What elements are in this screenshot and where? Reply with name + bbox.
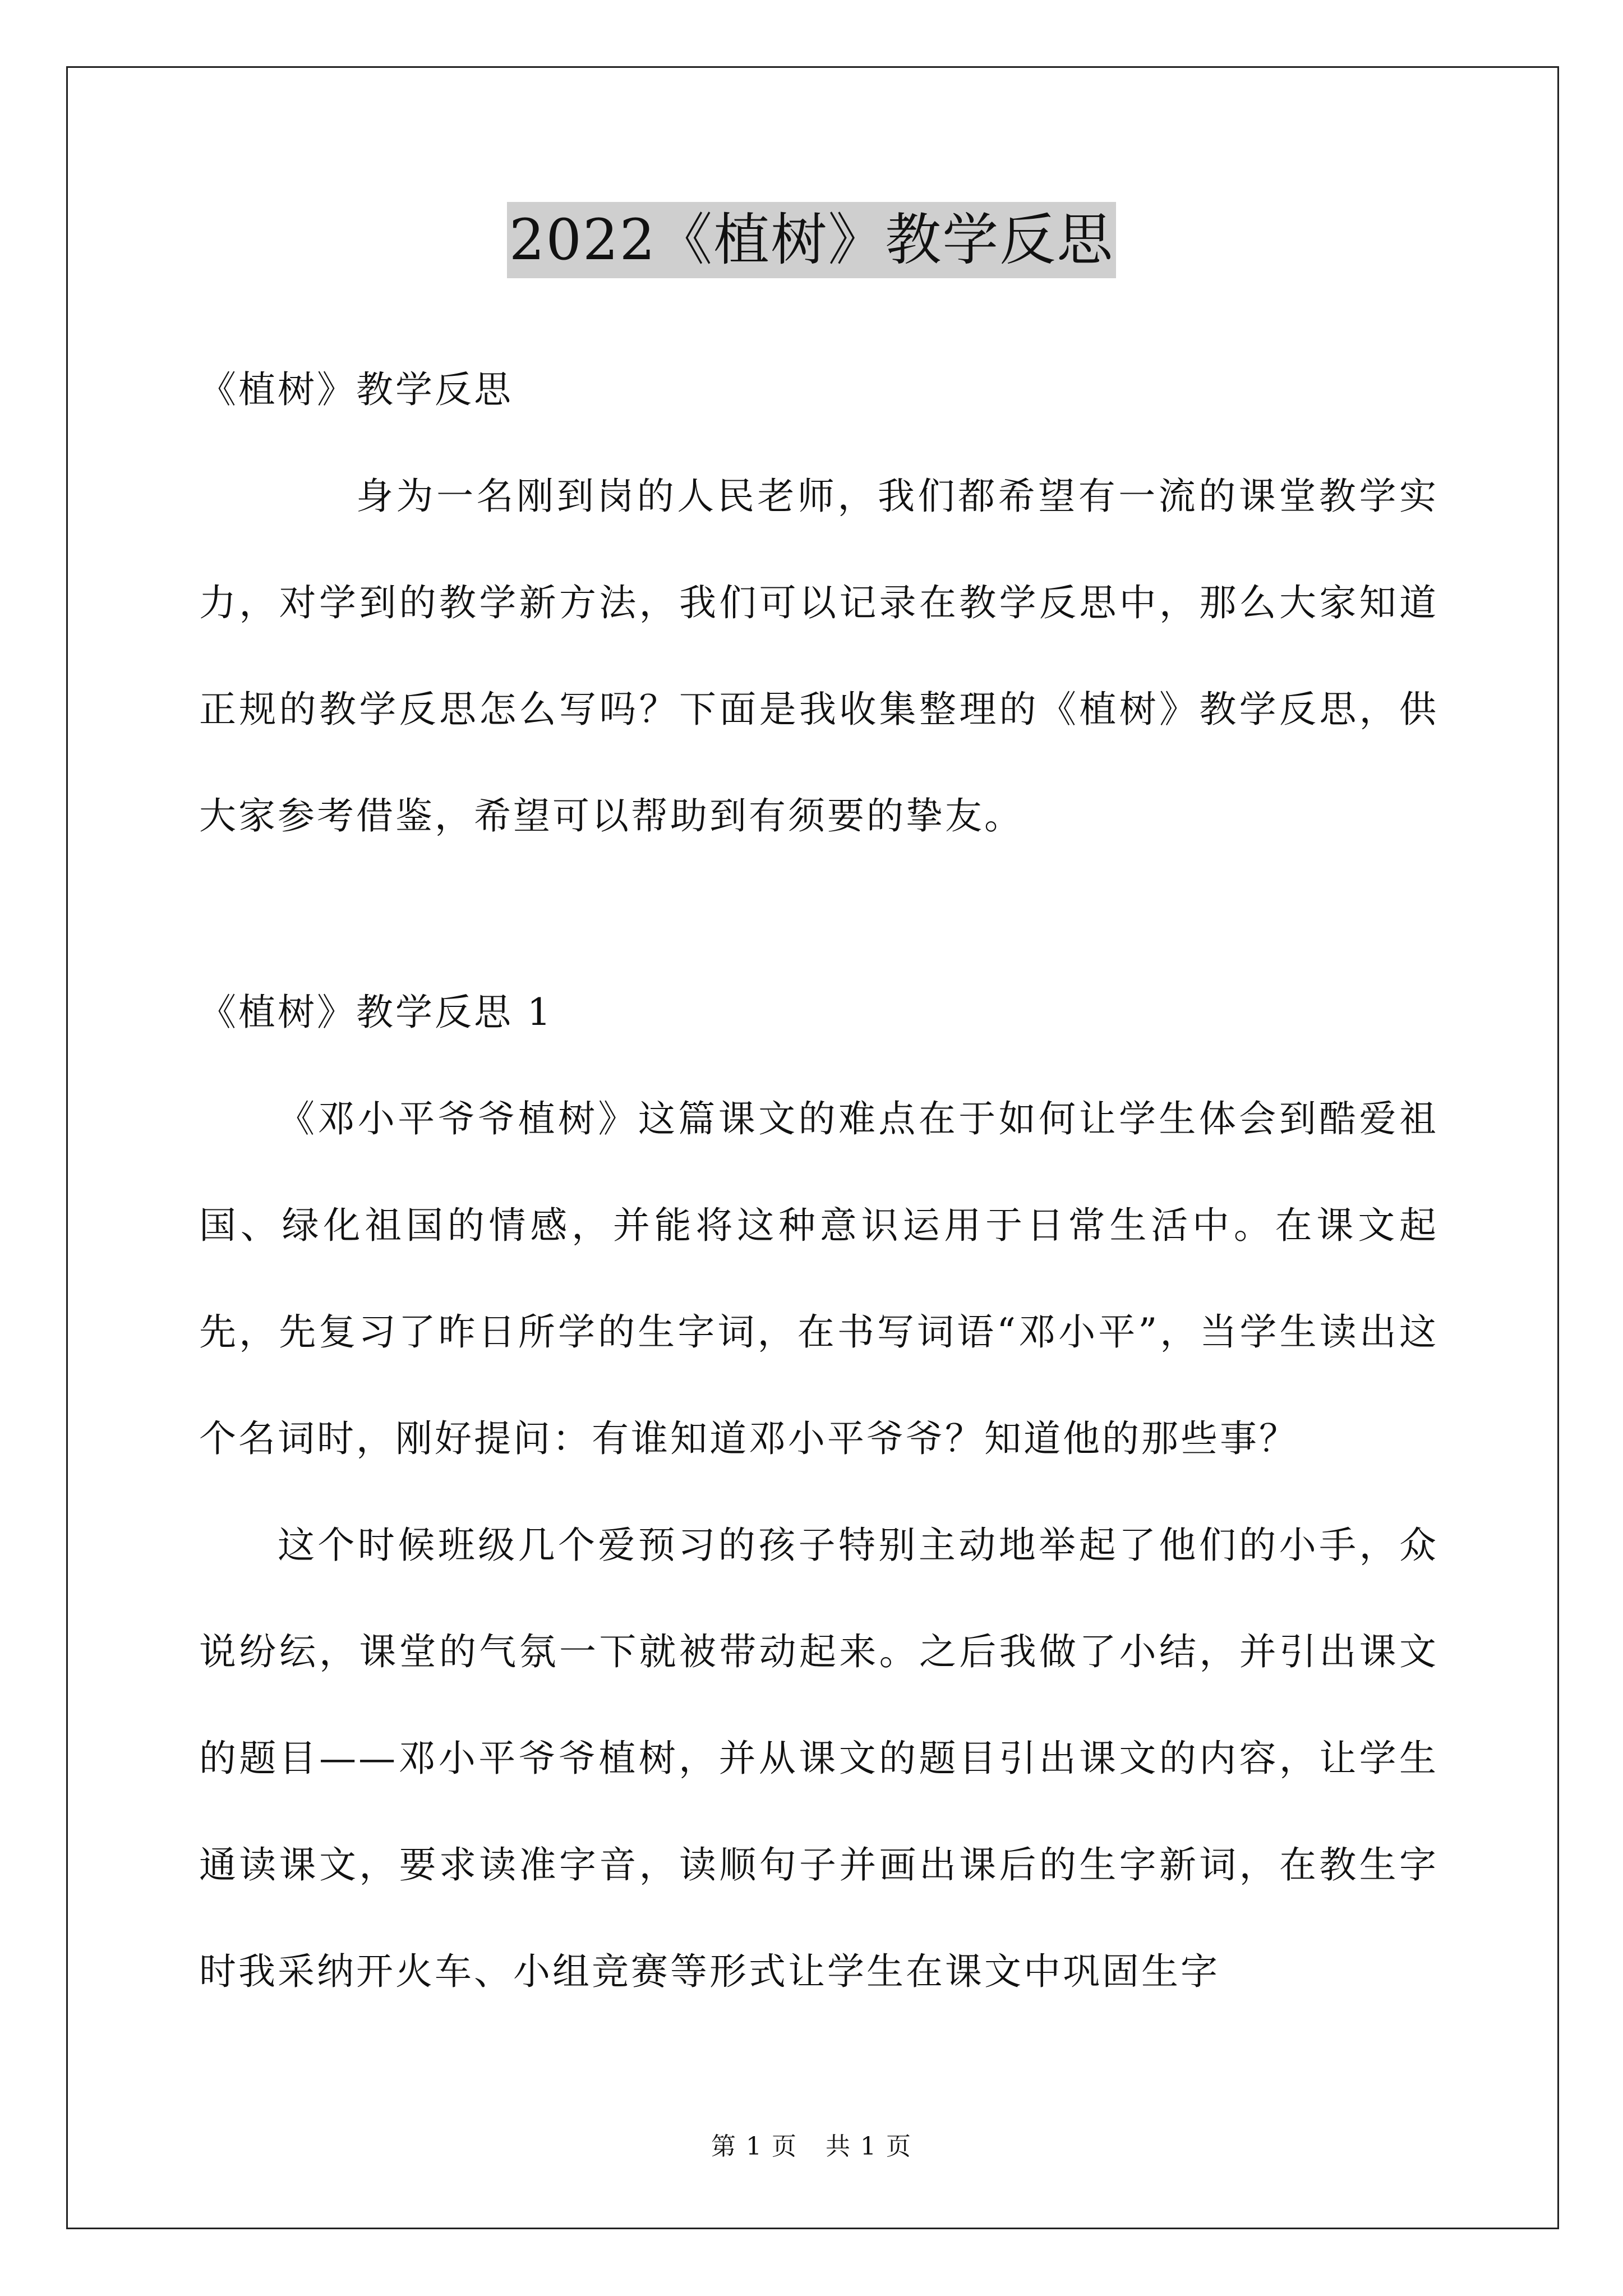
section1-heading: 《植树》教学反思 1: [199, 991, 553, 1034]
section1-paragraph-1: 《邓小平爷爷植树》这篇课文的难点在于如何让学生体会到酷爱祖国、绿化祖国的情感，并能将这种意识运用于日常生活中。在课文起先，先复习了昨日所学的生字词，在书写词语“邓小平”，当学生读出这个名词时，刚好提问：有谁知道邓小平爷爷？知道他的那些事？: [199, 1097, 1438, 1460]
document-title-text: 2022《植树》教学反思: [507, 202, 1117, 278]
section-gap: [199, 869, 1438, 959]
document-title: [0, 202, 1623, 278]
section1-paragraph-2: 这个时候班级几个爱预习的孩子特别主动地举起了他们的小手，众说纷纭，课堂的气氛一下就被带动起来。之后我做了小结，并引出课文的题目——邓小平爷爷植树，并从课文的题目引出课文的内容，让学生通读课文，要求读准字音，读顺句子并画出课后的生字新词，在教生字时我采纳开火车、小组竞赛等形式让学生在课文中巩固生字: [199, 1524, 1438, 1993]
page-footer: [0, 2126, 1623, 2162]
intro-paragraph: 身为一名刚到岗的人民老师，我们都希望有一流的课堂教学实力，对学到的教学新方法，我们可以记录在教学反思中，那么大家知道正规的教学反思怎么写吗？下面是我收集整理的《植树》教学反思，供大家参考借鉴，希望可以帮助到有须要的挚友。: [199, 475, 1438, 838]
page-number: 第 1 页: [711, 2132, 797, 2161]
page-total: 共 1 页: [826, 2132, 912, 2161]
document-body: [199, 337, 1438, 2025]
intro-heading: 《植树》教学反思: [199, 368, 513, 411]
